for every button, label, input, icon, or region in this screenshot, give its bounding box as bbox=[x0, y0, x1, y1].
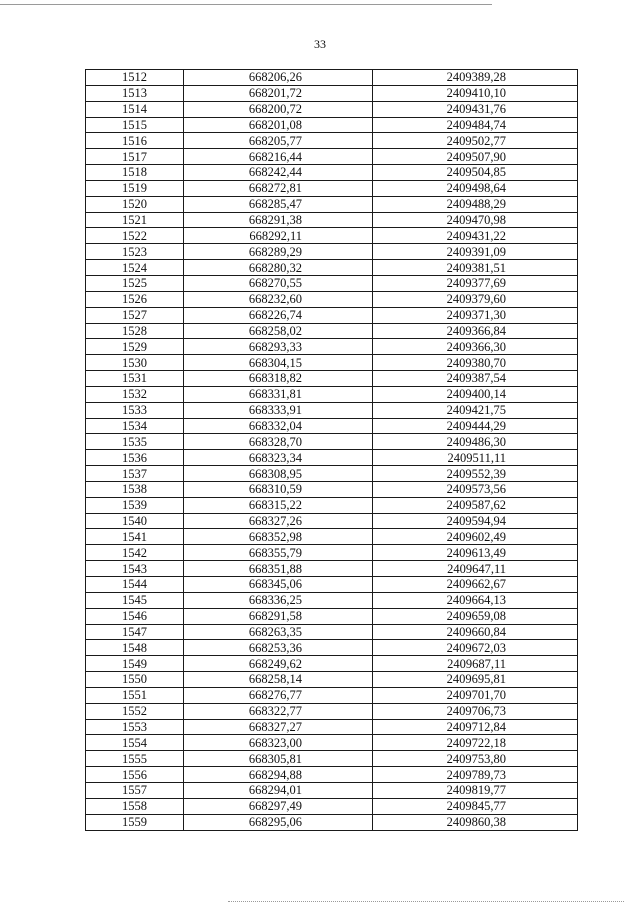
point-number-cell: 1542 bbox=[86, 545, 184, 561]
y-coordinate-cell: 2409488,29 bbox=[373, 196, 578, 212]
y-coordinate-cell: 2409389,28 bbox=[373, 70, 578, 86]
coordinates-table-body bbox=[86, 70, 578, 831]
y-coordinate-cell: 2409722,18 bbox=[373, 735, 578, 751]
y-coordinate-cell: 2409470,98 bbox=[373, 212, 578, 228]
x-coordinate-cell: 668323,00 bbox=[184, 735, 373, 751]
y-coordinate-cell: 2409845,77 bbox=[373, 798, 578, 814]
point-number-cell: 1526 bbox=[86, 291, 184, 307]
table-row bbox=[86, 481, 578, 497]
table-row bbox=[86, 656, 578, 672]
point-number-cell: 1532 bbox=[86, 386, 184, 402]
table-row bbox=[86, 529, 578, 545]
table-row bbox=[86, 640, 578, 656]
table-row bbox=[86, 624, 578, 640]
x-coordinate-cell: 668293,33 bbox=[184, 339, 373, 355]
table-row bbox=[86, 228, 578, 244]
point-number-cell: 1558 bbox=[86, 798, 184, 814]
x-coordinate-cell: 668336,25 bbox=[184, 592, 373, 608]
x-coordinate-cell: 668280,32 bbox=[184, 260, 373, 276]
table-row bbox=[86, 402, 578, 418]
table-row bbox=[86, 291, 578, 307]
table-row bbox=[86, 735, 578, 751]
y-coordinate-cell: 2409511,11 bbox=[373, 450, 578, 466]
y-coordinate-cell: 2409659,08 bbox=[373, 608, 578, 624]
table-row bbox=[86, 196, 578, 212]
x-coordinate-cell: 668270,55 bbox=[184, 275, 373, 291]
x-coordinate-cell: 668345,06 bbox=[184, 577, 373, 593]
x-coordinate-cell: 668272,81 bbox=[184, 180, 373, 196]
x-coordinate-cell: 668294,88 bbox=[184, 767, 373, 783]
point-number-cell: 1529 bbox=[86, 339, 184, 355]
table-row bbox=[86, 101, 578, 117]
page-number: 33 bbox=[314, 37, 326, 51]
y-coordinate-cell: 2409664,13 bbox=[373, 592, 578, 608]
table-row bbox=[86, 133, 578, 149]
point-number-cell: 1515 bbox=[86, 117, 184, 133]
table-row bbox=[86, 244, 578, 260]
point-number-cell: 1553 bbox=[86, 719, 184, 735]
x-coordinate-cell: 668351,88 bbox=[184, 561, 373, 577]
y-coordinate-cell: 2409594,94 bbox=[373, 513, 578, 529]
table-row bbox=[86, 497, 578, 513]
table-row bbox=[86, 355, 578, 371]
point-number-cell: 1524 bbox=[86, 260, 184, 276]
x-coordinate-cell: 668258,14 bbox=[184, 672, 373, 688]
coordinates-table bbox=[85, 69, 578, 831]
table-row bbox=[86, 719, 578, 735]
table-row bbox=[86, 434, 578, 450]
y-coordinate-cell: 2409507,90 bbox=[373, 149, 578, 165]
point-number-cell: 1528 bbox=[86, 323, 184, 339]
point-number-cell: 1525 bbox=[86, 275, 184, 291]
table-row bbox=[86, 592, 578, 608]
y-coordinate-cell: 2409860,38 bbox=[373, 814, 578, 830]
y-coordinate-cell: 2409421,75 bbox=[373, 402, 578, 418]
point-number-cell: 1539 bbox=[86, 497, 184, 513]
point-number-cell: 1544 bbox=[86, 577, 184, 593]
point-number-cell: 1521 bbox=[86, 212, 184, 228]
point-number-cell: 1536 bbox=[86, 450, 184, 466]
table-row bbox=[86, 165, 578, 181]
table-row bbox=[86, 513, 578, 529]
x-coordinate-cell: 668205,77 bbox=[184, 133, 373, 149]
y-coordinate-cell: 2409484,74 bbox=[373, 117, 578, 133]
point-number-cell: 1556 bbox=[86, 767, 184, 783]
y-coordinate-cell: 2409377,69 bbox=[373, 275, 578, 291]
y-coordinate-cell: 2409498,64 bbox=[373, 180, 578, 196]
point-number-cell: 1520 bbox=[86, 196, 184, 212]
point-number-cell: 1557 bbox=[86, 782, 184, 798]
table-row bbox=[86, 386, 578, 402]
table-row bbox=[86, 85, 578, 101]
y-coordinate-cell: 2409400,14 bbox=[373, 386, 578, 402]
table-row bbox=[86, 545, 578, 561]
y-coordinate-cell: 2409602,49 bbox=[373, 529, 578, 545]
point-number-cell: 1535 bbox=[86, 434, 184, 450]
y-coordinate-cell: 2409706,73 bbox=[373, 703, 578, 719]
x-coordinate-cell: 668331,81 bbox=[184, 386, 373, 402]
x-coordinate-cell: 668318,82 bbox=[184, 371, 373, 387]
table-row bbox=[86, 703, 578, 719]
x-coordinate-cell: 668249,62 bbox=[184, 656, 373, 672]
table-row bbox=[86, 275, 578, 291]
y-coordinate-cell: 2409647,11 bbox=[373, 561, 578, 577]
table-row bbox=[86, 371, 578, 387]
y-coordinate-cell: 2409431,76 bbox=[373, 101, 578, 117]
y-coordinate-cell: 2409672,03 bbox=[373, 640, 578, 656]
table-row bbox=[86, 307, 578, 323]
table-row bbox=[86, 212, 578, 228]
y-coordinate-cell: 2409789,73 bbox=[373, 767, 578, 783]
point-number-cell: 1541 bbox=[86, 529, 184, 545]
x-coordinate-cell: 668253,36 bbox=[184, 640, 373, 656]
table-row bbox=[86, 323, 578, 339]
table-row bbox=[86, 339, 578, 355]
table-row bbox=[86, 672, 578, 688]
bottom-rule bbox=[228, 901, 624, 902]
table-row bbox=[86, 608, 578, 624]
x-coordinate-cell: 668276,77 bbox=[184, 687, 373, 703]
x-coordinate-cell: 668328,70 bbox=[184, 434, 373, 450]
table-row bbox=[86, 180, 578, 196]
point-number-cell: 1527 bbox=[86, 307, 184, 323]
x-coordinate-cell: 668206,26 bbox=[184, 70, 373, 86]
x-coordinate-cell: 668310,59 bbox=[184, 481, 373, 497]
point-number-cell: 1517 bbox=[86, 149, 184, 165]
x-coordinate-cell: 668258,02 bbox=[184, 323, 373, 339]
y-coordinate-cell: 2409391,09 bbox=[373, 244, 578, 260]
table-row bbox=[86, 751, 578, 767]
point-number-cell: 1548 bbox=[86, 640, 184, 656]
table-row bbox=[86, 117, 578, 133]
point-number-cell: 1530 bbox=[86, 355, 184, 371]
point-number-cell: 1522 bbox=[86, 228, 184, 244]
x-coordinate-cell: 668327,27 bbox=[184, 719, 373, 735]
x-coordinate-cell: 668327,26 bbox=[184, 513, 373, 529]
point-number-cell: 1513 bbox=[86, 85, 184, 101]
point-number-cell: 1518 bbox=[86, 165, 184, 181]
table-row bbox=[86, 814, 578, 830]
point-number-cell: 1547 bbox=[86, 624, 184, 640]
x-coordinate-cell: 668333,91 bbox=[184, 402, 373, 418]
x-coordinate-cell: 668297,49 bbox=[184, 798, 373, 814]
point-number-cell: 1555 bbox=[86, 751, 184, 767]
table-row bbox=[86, 450, 578, 466]
y-coordinate-cell: 2409552,39 bbox=[373, 466, 578, 482]
y-coordinate-cell: 2409371,30 bbox=[373, 307, 578, 323]
point-number-cell: 1543 bbox=[86, 561, 184, 577]
x-coordinate-cell: 668332,04 bbox=[184, 418, 373, 434]
table-row bbox=[86, 70, 578, 86]
x-coordinate-cell: 668289,29 bbox=[184, 244, 373, 260]
y-coordinate-cell: 2409504,85 bbox=[373, 165, 578, 181]
y-coordinate-cell: 2409381,51 bbox=[373, 260, 578, 276]
point-number-cell: 1516 bbox=[86, 133, 184, 149]
point-number-cell: 1545 bbox=[86, 592, 184, 608]
y-coordinate-cell: 2409587,62 bbox=[373, 497, 578, 513]
x-coordinate-cell: 668294,01 bbox=[184, 782, 373, 798]
point-number-cell: 1550 bbox=[86, 672, 184, 688]
point-number-cell: 1534 bbox=[86, 418, 184, 434]
y-coordinate-cell: 2409687,11 bbox=[373, 656, 578, 672]
x-coordinate-cell: 668304,15 bbox=[184, 355, 373, 371]
y-coordinate-cell: 2409366,84 bbox=[373, 323, 578, 339]
x-coordinate-cell: 668315,22 bbox=[184, 497, 373, 513]
point-number-cell: 1551 bbox=[86, 687, 184, 703]
point-number-cell: 1554 bbox=[86, 735, 184, 751]
y-coordinate-cell: 2409486,30 bbox=[373, 434, 578, 450]
x-coordinate-cell: 668291,38 bbox=[184, 212, 373, 228]
point-number-cell: 1514 bbox=[86, 101, 184, 117]
x-coordinate-cell: 668355,79 bbox=[184, 545, 373, 561]
table-row bbox=[86, 561, 578, 577]
top-rule bbox=[0, 4, 492, 5]
table-row bbox=[86, 149, 578, 165]
point-number-cell: 1531 bbox=[86, 371, 184, 387]
x-coordinate-cell: 668322,77 bbox=[184, 703, 373, 719]
point-number-cell: 1546 bbox=[86, 608, 184, 624]
table-row bbox=[86, 798, 578, 814]
y-coordinate-cell: 2409819,77 bbox=[373, 782, 578, 798]
x-coordinate-cell: 668242,44 bbox=[184, 165, 373, 181]
table-row bbox=[86, 466, 578, 482]
x-coordinate-cell: 668263,35 bbox=[184, 624, 373, 640]
point-number-cell: 1519 bbox=[86, 180, 184, 196]
y-coordinate-cell: 2409712,84 bbox=[373, 719, 578, 735]
x-coordinate-cell: 668200,72 bbox=[184, 101, 373, 117]
x-coordinate-cell: 668201,72 bbox=[184, 85, 373, 101]
point-number-cell: 1537 bbox=[86, 466, 184, 482]
x-coordinate-cell: 668292,11 bbox=[184, 228, 373, 244]
x-coordinate-cell: 668305,81 bbox=[184, 751, 373, 767]
y-coordinate-cell: 2409444,29 bbox=[373, 418, 578, 434]
y-coordinate-cell: 2409695,81 bbox=[373, 672, 578, 688]
point-number-cell: 1512 bbox=[86, 70, 184, 86]
x-coordinate-cell: 668352,98 bbox=[184, 529, 373, 545]
x-coordinate-cell: 668232,60 bbox=[184, 291, 373, 307]
y-coordinate-cell: 2409753,80 bbox=[373, 751, 578, 767]
y-coordinate-cell: 2409660,84 bbox=[373, 624, 578, 640]
point-number-cell: 1549 bbox=[86, 656, 184, 672]
y-coordinate-cell: 2409502,77 bbox=[373, 133, 578, 149]
point-number-cell: 1552 bbox=[86, 703, 184, 719]
x-coordinate-cell: 668291,58 bbox=[184, 608, 373, 624]
point-number-cell: 1523 bbox=[86, 244, 184, 260]
point-number-cell: 1559 bbox=[86, 814, 184, 830]
x-coordinate-cell: 668295,06 bbox=[184, 814, 373, 830]
table-row bbox=[86, 418, 578, 434]
point-number-cell: 1538 bbox=[86, 481, 184, 497]
point-number-cell: 1540 bbox=[86, 513, 184, 529]
point-number-cell: 1533 bbox=[86, 402, 184, 418]
table-row bbox=[86, 767, 578, 783]
y-coordinate-cell: 2409410,10 bbox=[373, 85, 578, 101]
table-row bbox=[86, 687, 578, 703]
x-coordinate-cell: 668201,08 bbox=[184, 117, 373, 133]
table-row bbox=[86, 260, 578, 276]
y-coordinate-cell: 2409379,60 bbox=[373, 291, 578, 307]
table-row bbox=[86, 782, 578, 798]
x-coordinate-cell: 668308,95 bbox=[184, 466, 373, 482]
x-coordinate-cell: 668216,44 bbox=[184, 149, 373, 165]
y-coordinate-cell: 2409613,49 bbox=[373, 545, 578, 561]
y-coordinate-cell: 2409366,30 bbox=[373, 339, 578, 355]
table-row bbox=[86, 577, 578, 593]
y-coordinate-cell: 2409662,67 bbox=[373, 577, 578, 593]
y-coordinate-cell: 2409387,54 bbox=[373, 371, 578, 387]
y-coordinate-cell: 2409701,70 bbox=[373, 687, 578, 703]
y-coordinate-cell: 2409573,56 bbox=[373, 481, 578, 497]
y-coordinate-cell: 2409431,22 bbox=[373, 228, 578, 244]
x-coordinate-cell: 668285,47 bbox=[184, 196, 373, 212]
x-coordinate-cell: 668323,34 bbox=[184, 450, 373, 466]
x-coordinate-cell: 668226,74 bbox=[184, 307, 373, 323]
y-coordinate-cell: 2409380,70 bbox=[373, 355, 578, 371]
